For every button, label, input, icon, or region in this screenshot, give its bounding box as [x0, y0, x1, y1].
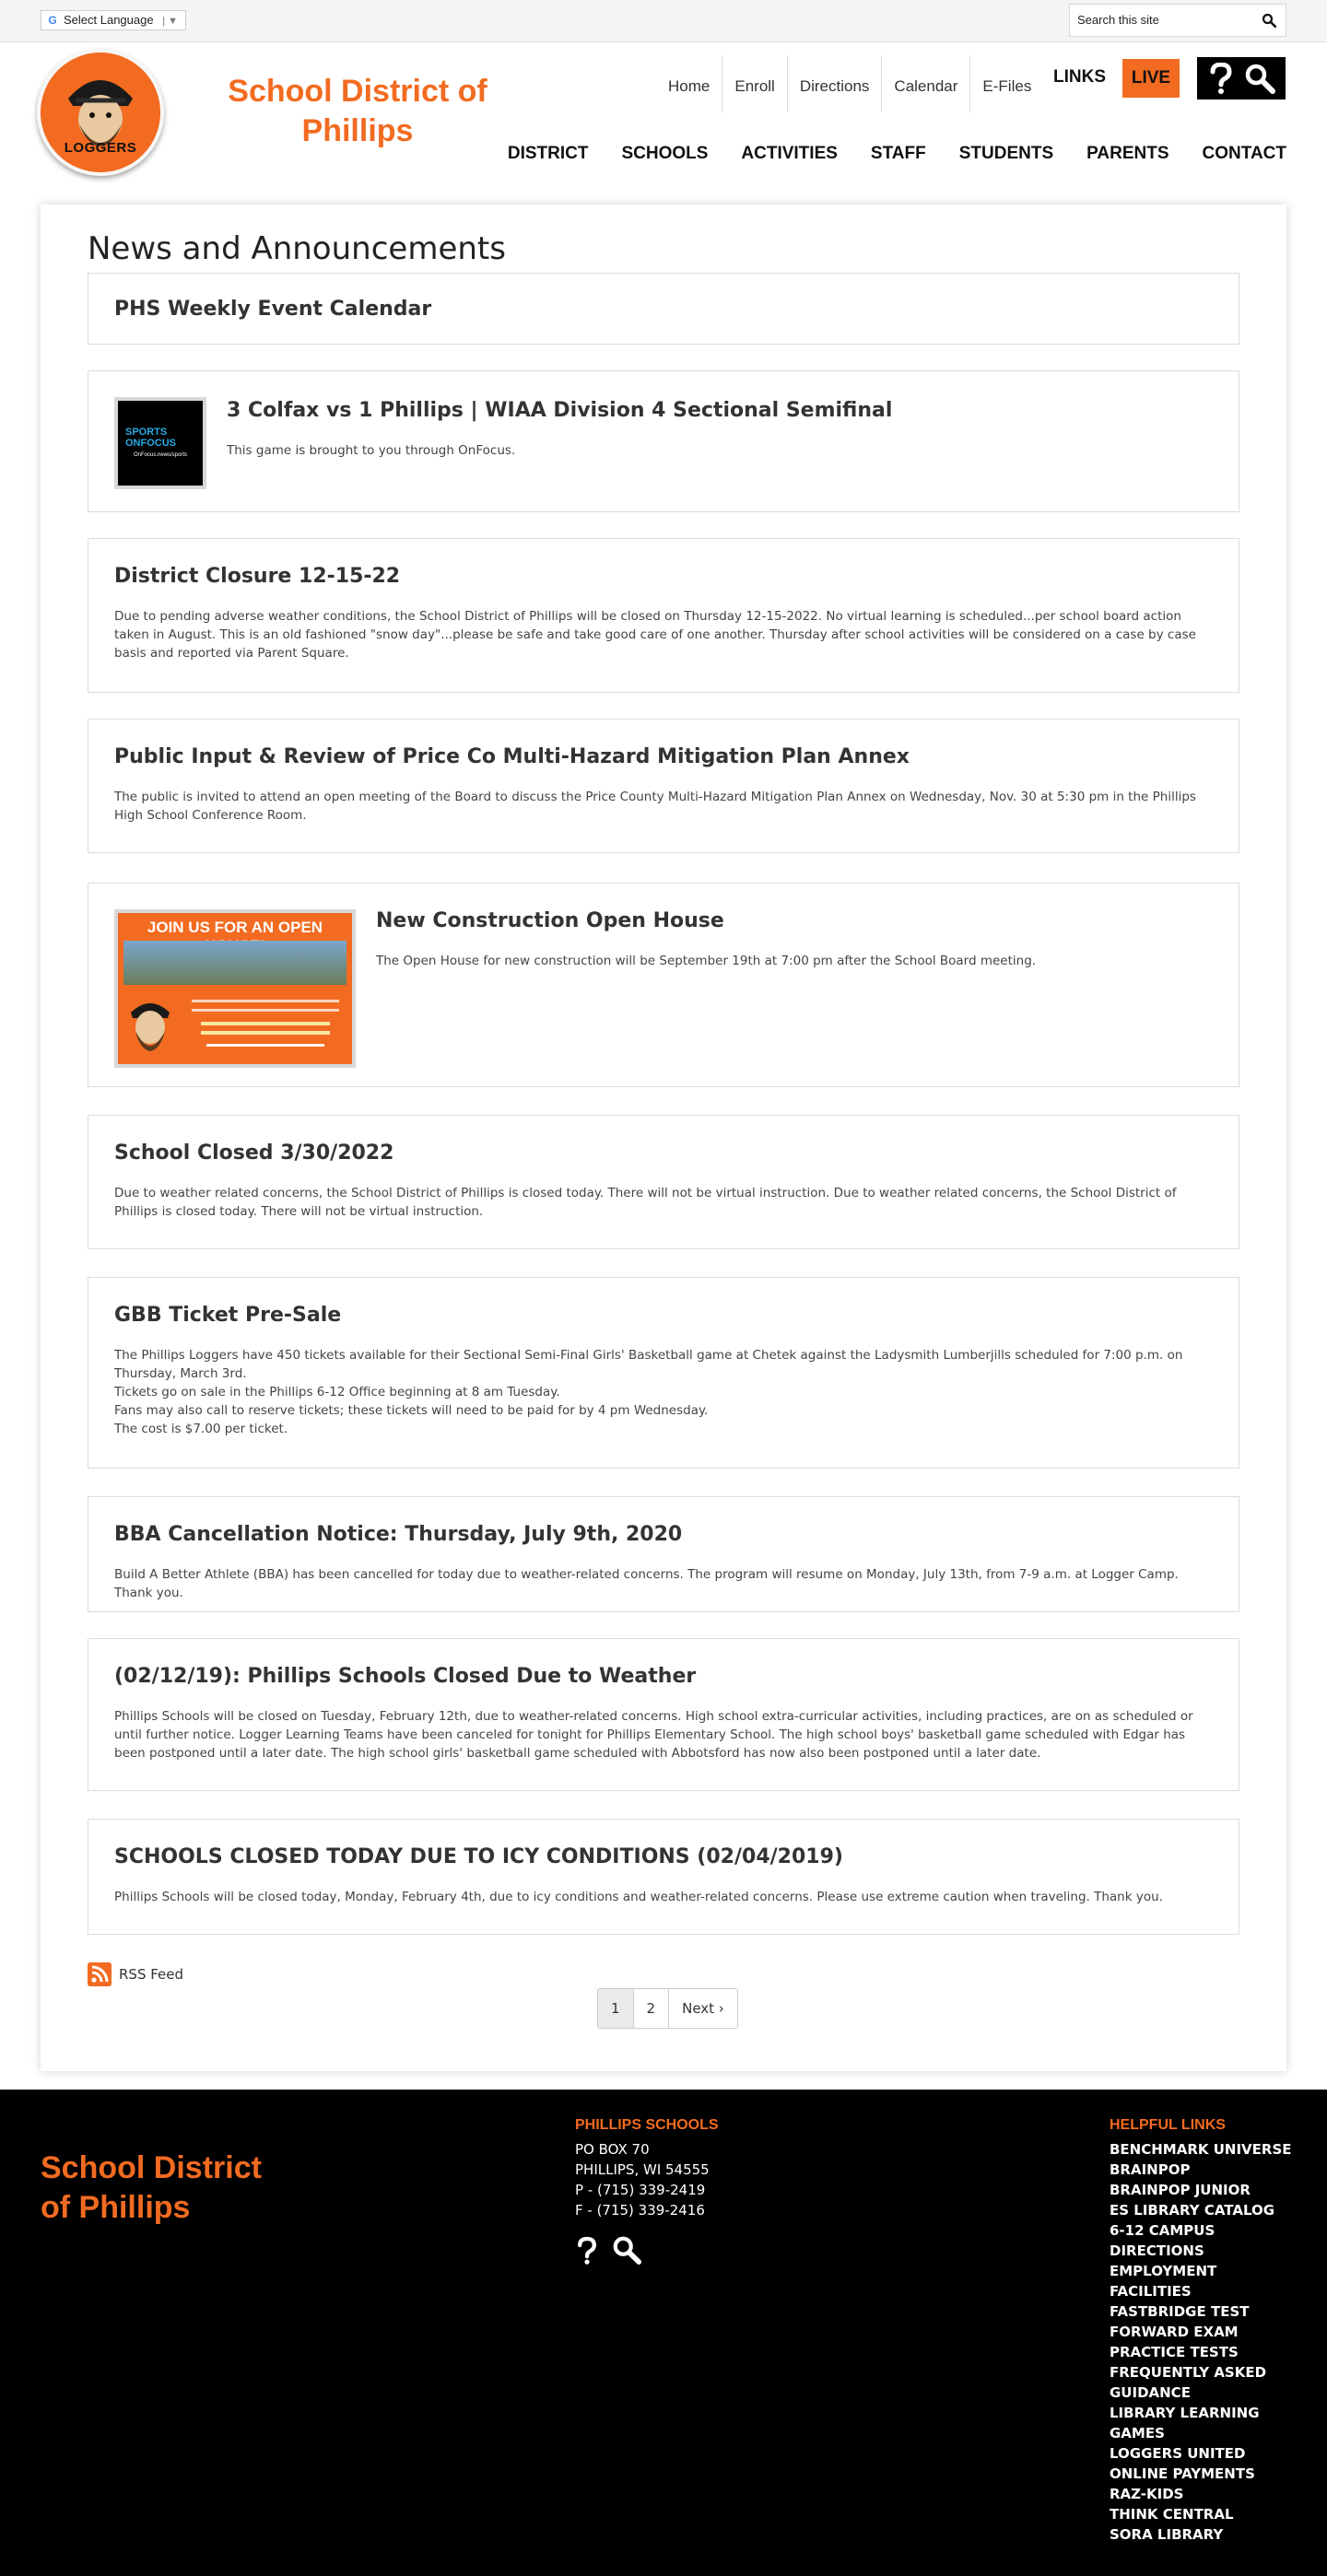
news-item-body: Due to weather related concerns, the School District of Phillips is closed today. There will not be virtual instruction. Due to weather related concerns, the School District of Phillips is closed today. There will not be virtual instruction.	[114, 1186, 1177, 1219]
footer-contact-line: PHILLIPS, WI 54555	[575, 2161, 710, 2178]
main-nav-contact[interactable]: CONTACT	[1202, 144, 1286, 163]
main-nav-students[interactable]: STUDENTS	[958, 144, 1054, 163]
live-button[interactable]: LIVE	[1122, 59, 1180, 98]
footer-helpful-links	[1110, 2117, 1292, 2545]
search-icon[interactable]	[1262, 13, 1276, 28]
footer-link[interactable]: EMPLOYMENT	[1110, 2263, 1217, 2279]
news-item[interactable]	[88, 1277, 1239, 1469]
site-title[interactable]	[184, 72, 531, 151]
news-item[interactable]	[88, 1638, 1239, 1791]
news-item-title[interactable]: New Construction Open House	[376, 909, 724, 932]
footer-link[interactable]: FORWARD EXAM	[1110, 2324, 1239, 2340]
content-card	[41, 205, 1286, 2071]
news-item-body: The public is invited to attend an open meeting of the Board to discuss the Price County Multi-Hazard Mitigation Plan Annex on Wednesday, Nov. 30 at 5:30 pm in the Phillips High School Conference Room.	[114, 790, 1196, 823]
footer-link[interactable]: GUIDANCE	[1110, 2384, 1191, 2401]
footer-link[interactable]: DIRECTIONS	[1110, 2242, 1204, 2259]
news-item-body-line: Tickets go on sale in the Phillips 6-12 Office beginning at 8 am Tuesday.	[114, 1385, 560, 1399]
news-item[interactable]	[88, 1819, 1239, 1935]
site-title-line1: School District of	[228, 74, 487, 109]
header-icon-box	[1197, 57, 1286, 100]
rss-feed-label: RSS Feed	[119, 1966, 184, 1983]
flyer-text-line	[206, 1044, 324, 1047]
page-2-button[interactable]: 2	[633, 1989, 669, 2028]
footer-link[interactable]: FACILITIES	[1110, 2283, 1192, 2300]
main-nav-staff[interactable]: STAFF	[870, 144, 926, 163]
footer-link[interactable]: FREQUENTLY ASKED	[1110, 2364, 1267, 2381]
footer-contact-line: PO BOX 70	[575, 2141, 650, 2158]
site-footer	[0, 2090, 1327, 2576]
util-nav-home[interactable]: Home	[668, 77, 710, 95]
footer-contact	[575, 2117, 719, 2220]
site-search-input[interactable]	[1069, 4, 1286, 37]
footer-link[interactable]: ES LIBRARY CATALOG	[1110, 2202, 1275, 2219]
news-item-body-line: Fans may also call to reserve tickets; these tickets will need to be paid for by 4 pm Wednesday.	[114, 1403, 709, 1418]
news-item[interactable]	[88, 538, 1239, 693]
building-photo	[123, 941, 346, 985]
footer-link[interactable]: ONLINE PAYMENTS	[1110, 2465, 1255, 2482]
news-item-thumbnail[interactable]	[114, 397, 206, 489]
news-item-title[interactable]: GBB Ticket Pre-Sale	[114, 1304, 342, 1327]
thumbnail-text: SPORTS ONFOCUS	[125, 427, 176, 449]
footer-link[interactable]: RAZ-KIDS	[1110, 2486, 1184, 2502]
news-item-title[interactable]: PHS Weekly Event Calendar	[114, 298, 432, 321]
news-item-body: Phillips Schools will be closed today, Monday, February 4th, due to icy conditions and weather-related concerns. Please use extreme caution when traveling. Thank you.	[114, 1890, 1163, 1904]
news-item[interactable]	[88, 719, 1239, 853]
footer-title-line1: School District	[41, 2150, 262, 2185]
thumbnail-text: JOIN US FOR AN OPEN	[147, 919, 323, 936]
footer-link[interactable]: BRAINPOP	[1110, 2161, 1191, 2178]
util-nav-enroll[interactable]: Enroll	[722, 55, 786, 112]
util-nav-efiles[interactable]: E-Files	[969, 55, 1043, 112]
footer-site-title[interactable]	[41, 2149, 345, 2228]
main-nav-activities[interactable]: ACTIVITIES	[741, 144, 838, 163]
links-button[interactable]: LINKS	[1053, 67, 1106, 87]
rss-feed-link[interactable]	[88, 1962, 183, 1986]
footer-icons	[575, 2235, 641, 2266]
util-nav-calendar[interactable]: Calendar	[881, 55, 969, 112]
site-title-line2: Phillips	[301, 113, 414, 148]
top-utility-bar	[0, 0, 1327, 42]
news-item-title[interactable]: 3 Colfax vs 1 Phillips | WIAA Division 4 Sectional Semifinal	[227, 399, 893, 422]
utility-nav	[656, 55, 1043, 112]
news-item[interactable]	[88, 370, 1239, 512]
news-item-title[interactable]: (02/12/19): Phillips Schools Closed Due to Weather	[114, 1665, 697, 1688]
news-item-title[interactable]: BBA Cancellation Notice: Thursday, July 9th, 2020	[114, 1523, 683, 1546]
main-nav-parents[interactable]: PARENTS	[1086, 144, 1169, 163]
footer-link[interactable]: LOGGERS UNITED	[1110, 2445, 1246, 2462]
news-item-title[interactable]: Public Input & Review of Price Co Multi-Hazard Mitigation Plan Annex	[114, 745, 910, 768]
page-title: News and Announcements	[88, 230, 506, 267]
news-item[interactable]	[88, 883, 1239, 1087]
footer-link[interactable]: 6-12 CAMPUS	[1110, 2222, 1215, 2239]
news-item-body: Build A Better Athlete (BBA) has been cancelled for today due to weather-related concerns. The program will resume on Monday, July 13th, from 7-9 a.m. at Logger Camp. Thank you.	[114, 1567, 1179, 1600]
news-item-body: Due to pending adverse weather conditions, the School District of Phillips will be closed on Thursday 12-15-2022. No virtual learning is scheduled...per school board action taken in August. This is an old fashioned "snow day"...please be safe and take good care of one another. Thursday after school activities will be considered on a case by case basis and reported via Parent Square.	[114, 609, 1196, 661]
footer-link[interactable]: SORA LIBRARY	[1110, 2526, 1224, 2543]
news-item-body	[114, 1346, 1213, 1438]
footer-contact-heading: PHILLIPS SCHOOLS	[575, 2117, 719, 2133]
news-item-body: Phillips Schools will be closed on Tuesday, February 12th, due to weather-related concerns. High school extra-curricular activities, including practices, are on as scheduled or until further notice. Logger Learning Teams have been canceled for tonight for Phillips Elementary School. The high school boys' basketball game scheduled with Edgar has been postponed until a later date. The high school girls' basketball game scheduled with Abbotsford has now also been postponed until a later date.	[114, 1709, 1193, 1761]
flyer-text-line	[201, 1031, 330, 1035]
news-item-title[interactable]: District Closure 12-15-22	[114, 565, 401, 588]
news-item-body: This game is brought to you through OnFocus.	[227, 443, 516, 458]
logger-mascot-image	[125, 994, 175, 1059]
district-logo[interactable]	[37, 49, 164, 176]
news-item[interactable]	[88, 273, 1239, 345]
footer-contact-line: P - (715) 339-2419	[575, 2182, 706, 2198]
footer-link[interactable]: THINK CENTRAL	[1110, 2506, 1234, 2523]
footer-link[interactable]: FASTBRIDGE TEST	[1110, 2303, 1250, 2320]
news-item-title[interactable]: SCHOOLS CLOSED TODAY DUE TO ICY CONDITIONS (02/04/2019)	[114, 1845, 843, 1868]
search-icon[interactable]	[1244, 63, 1275, 94]
news-item[interactable]	[88, 1496, 1239, 1612]
logo-text: LOGGERS	[64, 140, 137, 156]
search-icon[interactable]	[612, 2235, 641, 2265]
page-1-button[interactable]: 1	[598, 1989, 633, 2028]
flyer-text-line	[201, 1022, 330, 1025]
flyer-text-line	[192, 1009, 339, 1012]
help-question-icon[interactable]	[575, 2235, 599, 2266]
site-search-placeholder: Search this site	[1077, 13, 1159, 27]
main-nav	[475, 144, 1286, 164]
news-item-body: The Open House for new construction will be September 19th at 7:00 pm after the School Board meeting.	[376, 954, 1037, 968]
news-item-body-line: The Phillips Loggers have 450 tickets available for their Sectional Semi-Final Girls' Basketball game at Chetek against the Ladysmith Lumberjills scheduled for 7:00 p.m. on Thursday, March 3rd.	[114, 1348, 1183, 1381]
thumbnail-subtext: OnFocus.news/sports	[133, 452, 188, 458]
rss-icon	[88, 1962, 112, 1986]
footer-link[interactable]: BENCHMARK UNIVERSE	[1110, 2141, 1292, 2158]
footer-link[interactable]: LIBRARY LEARNING	[1110, 2405, 1260, 2421]
news-item-thumbnail[interactable]	[114, 909, 356, 1068]
footer-link[interactable]: BRAINPOP JUNIOR	[1110, 2182, 1251, 2198]
footer-links-heading: HELPFUL LINKS	[1110, 2117, 1226, 2133]
news-item-body-line: The cost is $7.00 per ticket.	[114, 1422, 288, 1436]
news-item[interactable]	[88, 1115, 1239, 1249]
footer-link[interactable]: GAMES	[1110, 2425, 1165, 2441]
flyer-text-line	[192, 1000, 339, 1002]
util-nav-directions[interactable]: Directions	[787, 55, 882, 112]
next-page-button[interactable]: Next ›	[668, 1989, 737, 2028]
footer-link[interactable]: PRACTICE TESTS	[1110, 2344, 1239, 2360]
dropdown-arrow-icon: | ▼	[162, 16, 179, 27]
main-nav-schools[interactable]: SCHOOLS	[621, 144, 709, 163]
footer-title-line2: of Phillips	[41, 2190, 191, 2225]
help-question-icon[interactable]	[1207, 63, 1235, 94]
language-select[interactable]	[41, 10, 186, 30]
news-item-title[interactable]: School Closed 3/30/2022	[114, 1142, 394, 1165]
footer-contact-line: F - (715) 339-2416	[575, 2202, 705, 2219]
pagination	[597, 1988, 738, 2029]
language-select-label: Select Language	[64, 13, 154, 27]
main-nav-district[interactable]: DISTRICT	[507, 144, 589, 163]
google-icon: G	[45, 13, 60, 28]
